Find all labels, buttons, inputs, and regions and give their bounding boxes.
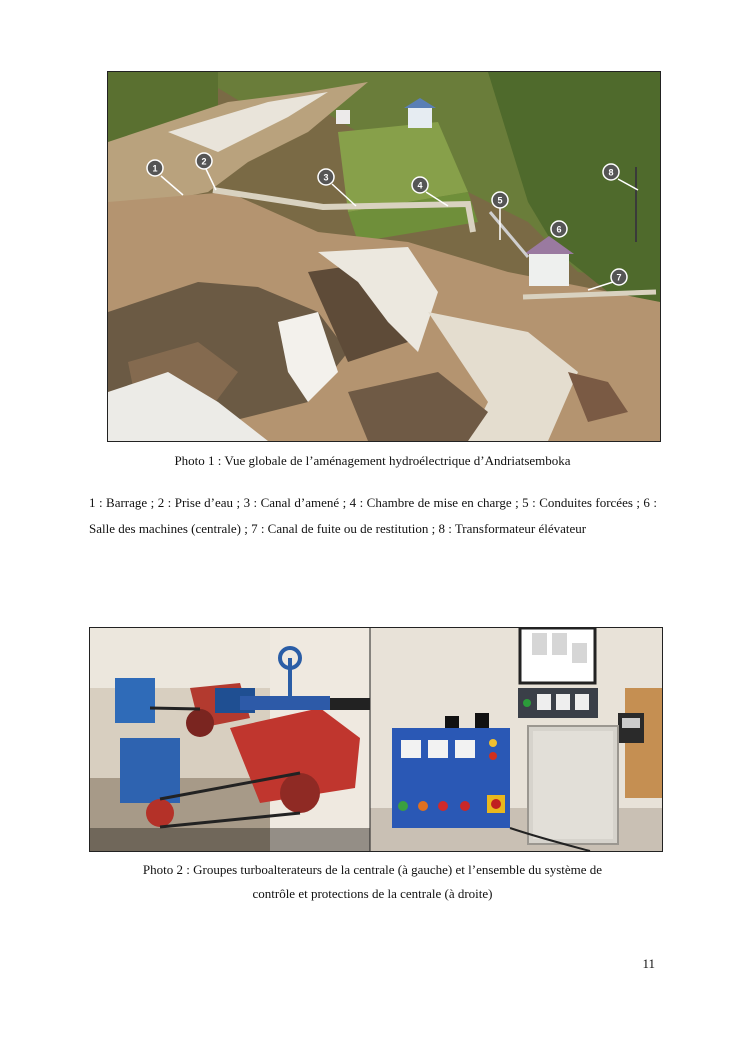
marker-6 [551,221,567,237]
photo1-caption: Photo 1 : Vue globale de l’aménagement hydroélectrique d’Andriatsemboka [174,453,571,468]
svg-text:4: 4 [417,180,423,191]
svg-text:7: 7 [616,272,622,283]
svg-text:1: 1 [152,163,158,174]
page-number: 11 [642,956,655,971]
svg-text:5: 5 [497,195,503,206]
turbines-control-illustration [90,628,662,851]
svg-text:2: 2 [201,156,207,167]
svg-text:3: 3 [323,172,329,183]
photo-hydro-site [107,71,661,442]
photo-turbines-and-control [89,627,663,852]
photo1-legend: 1 : Barrage ; 2 : Prise d’eau ; 3 : Canal d’amené ; 4 : Chambre de mise en charge ; 5 : Conduites forcées ; 6 : Salle des machines (centrale) ; 7 : Canal de fuite ou de restitution ; 8 : Transformateur élévateur [89,495,657,536]
hydro-site-illustration [108,72,660,441]
svg-text:6: 6 [556,224,562,235]
photo2-caption-line1: Photo 2 : Groupes turboalterateurs de la centrale (à gauche) et l’ensemble du système de [142,862,603,877]
photo2-caption [95,858,650,906]
photo2-caption-line2: contrôle et protections de la centrale (à droite) [252,886,493,901]
svg-text:8: 8 [608,167,614,178]
